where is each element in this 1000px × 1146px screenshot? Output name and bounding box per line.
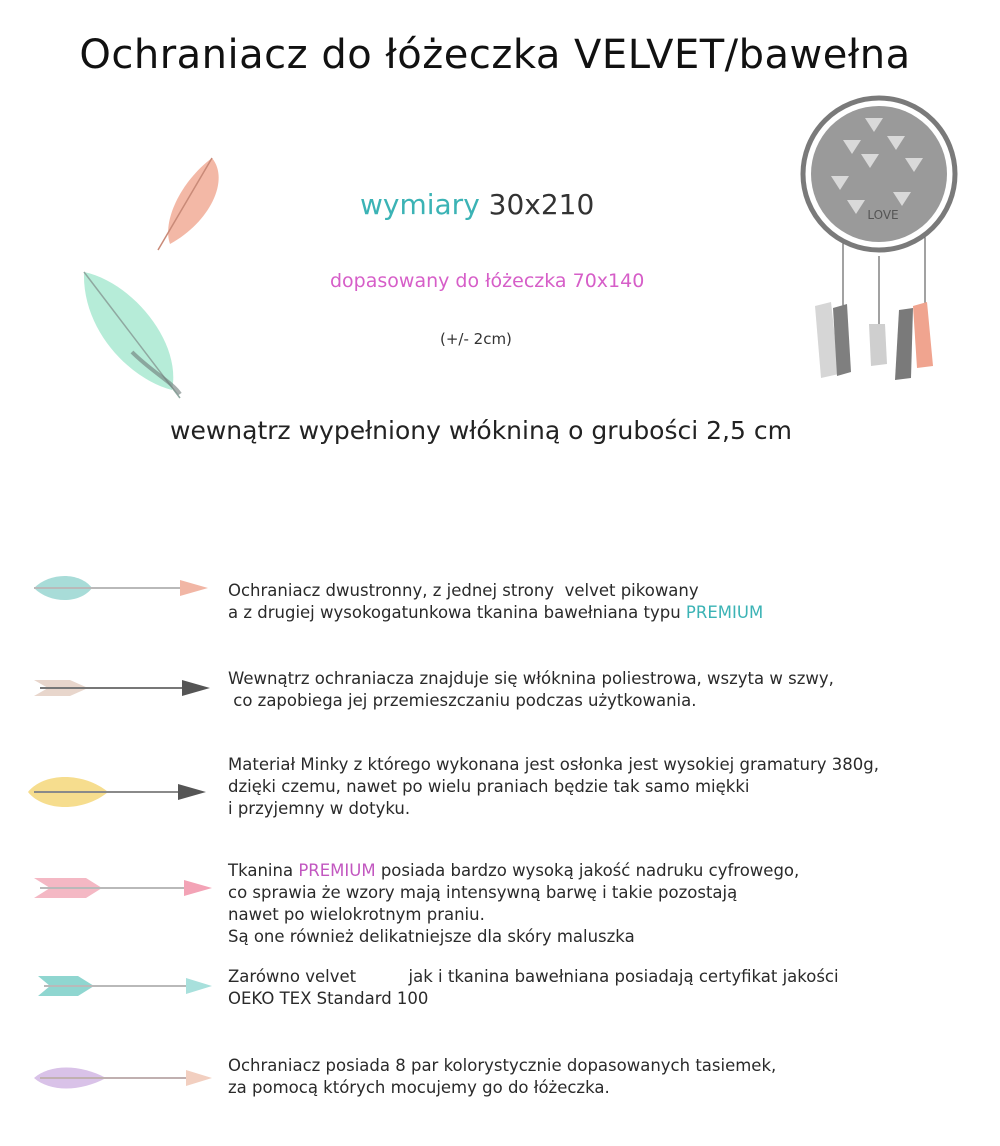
yellow-arrow-icon xyxy=(24,768,214,818)
peach-feather-icon xyxy=(150,152,230,262)
feature-3-line-3: i przyjemny w dotyku. xyxy=(228,799,411,818)
feature-item-6 xyxy=(228,1055,776,1099)
feature-5-line-1: Zarówno velvet jak i tkanina bawełniana posiadają certyfikat jakości xyxy=(228,967,839,986)
mint-feather-icon xyxy=(72,262,192,402)
feature-3-line-1: Materiał Minky z którego wykonana jest osłonka jest wysokiej gramatury 380g, xyxy=(228,755,879,774)
dreamcatcher-icon xyxy=(795,96,975,396)
crib-fit-line xyxy=(330,270,644,292)
feature-item-4 xyxy=(228,860,799,948)
gray-arrow-icon xyxy=(30,668,220,708)
feature-1-line-1: Ochraniacz dwustronny, z jednej strony velvet pikowany xyxy=(228,581,699,600)
feature-3-line-2: dzięki czemu, nawet po wielu praniach będzie tak samo miękki xyxy=(228,777,750,796)
premium-highlight-2: PREMIUM xyxy=(298,861,376,880)
feature-6-line-1: Ochraniacz posiada 8 par kolorystycznie dopasowanych tasiemek, xyxy=(228,1056,777,1075)
feature-4-line-2: co sprawia że wzory mają intensywną barwę i takie pozostają xyxy=(228,883,738,902)
premium-highlight: PREMIUM xyxy=(685,603,764,622)
dimensions-label: wymiary xyxy=(360,188,480,221)
feature-4-prefix: Tkanina xyxy=(228,861,299,880)
page-title: Ochraniacz do łóżeczka VELVET/bawełna xyxy=(79,32,911,78)
feature-2-line-1: Wewnątrz ochraniacza znajduje się włóknina poliestrowa, wszyta w szwy, xyxy=(228,669,834,688)
filling-note: wewnątrz wypełniony włókniną o grubości 2,5 cm xyxy=(170,416,792,445)
tolerance-note: (+/- 2cm) xyxy=(440,330,512,348)
feature-4-line-1: posiada bardzo wysoką jakość nadruku cyfrowego, xyxy=(375,861,800,880)
dimensions-value: 30x210 xyxy=(488,188,595,221)
feature-4-line-4: Są one również delikatniejsze dla skóry maluszka xyxy=(228,927,635,946)
pink-arrow-icon xyxy=(30,868,220,908)
feature-item-1 xyxy=(228,580,763,624)
dreamcatcher-label: LOVE xyxy=(867,208,899,222)
feature-item-3 xyxy=(228,754,879,820)
mint-arrow-icon xyxy=(34,966,224,1006)
feature-6-line-2: za pomocą których mocujemy go do łóżeczka. xyxy=(228,1078,610,1097)
feature-1-line-2: a z drugiej wysokogatunkowa tkanina bawełniana typu xyxy=(228,603,686,622)
crib-fit-prefix: dopasowany do łóżeczka xyxy=(330,270,567,292)
feature-2-line-2: co zapobiega jej przemieszczaniu podczas użytkowania. xyxy=(228,691,697,710)
crib-fit-value: 70x140 xyxy=(572,270,645,292)
teal-arrow-icon xyxy=(30,568,220,608)
feature-4-line-3: nawet po wielokrotnym praniu. xyxy=(228,905,485,924)
lilac-arrow-icon xyxy=(30,1058,220,1098)
feature-5-line-2: OEKO TEX Standard 100 xyxy=(228,989,429,1008)
feature-item-2 xyxy=(228,668,834,712)
dimensions-line xyxy=(360,188,594,221)
feature-item-5 xyxy=(228,966,839,1010)
